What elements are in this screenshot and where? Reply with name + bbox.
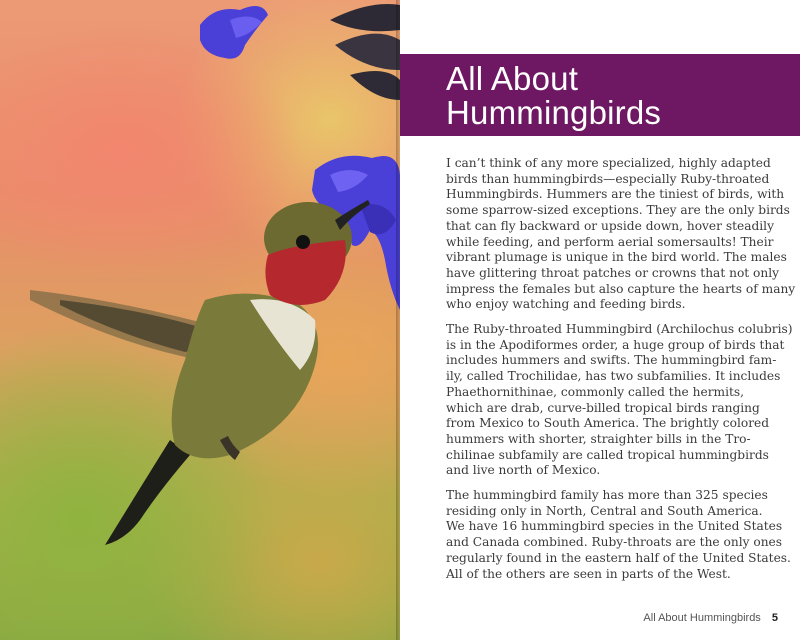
text-line: which are drab, curve-billed tropical birds ranging (446, 400, 760, 415)
text-line: All of the others are seen in parts of the West. (446, 566, 731, 581)
bird-eye (296, 235, 310, 249)
paragraph-2 (446, 322, 793, 479)
text-line: I can’t think of any more specialized, highly adapted (446, 156, 771, 170)
text-line: chilinae subfamily are called tropical hummingbirds (446, 447, 769, 462)
page-footer (643, 612, 778, 624)
text-line: and live north of Mexico. (446, 463, 601, 478)
text-line: hummers with shorter, straighter bills in the Tro- (446, 431, 751, 446)
page-title (446, 62, 661, 130)
text-line: that can fly backward or upside down, hover steadily (446, 218, 774, 233)
text-line: The hummingbird family has more than 325 species (446, 488, 768, 503)
text-line: We have 16 hummingbird species in the United States (446, 519, 783, 534)
running-footer-title: All About Hummingbirds (643, 612, 761, 624)
text-line: who enjoy watching and feeding birds. (446, 297, 686, 312)
text-line: from Mexico to South America. The brightly colored (446, 416, 770, 431)
text-page (400, 0, 800, 640)
paragraph-3 (446, 488, 791, 582)
paragraph-1 (446, 156, 796, 313)
leaves (330, 4, 400, 100)
text-line: have glittering throat patches or crowns that not only (446, 265, 780, 280)
text-line: is in the Apodiformes order, a huge group of birds that (446, 337, 785, 352)
text-line: birds than hummingbirds—especially Ruby-throated (446, 171, 770, 186)
body-text (446, 156, 796, 591)
title-banner (400, 54, 800, 136)
text-line: vibrant plumage is unique in the bird world. The males (446, 250, 787, 265)
text-line: some sparrow-sized exceptions. They are the only birds (446, 203, 790, 218)
text-line: regularly found in the eastern half of the United States. (446, 550, 791, 565)
page-title-line1: All About (446, 60, 579, 97)
text-line: The Ruby-throated Hummingbird (Archilochus colubris) (446, 322, 793, 337)
text-line: ily, called Trochilidae, has two subfamilies. It includes (446, 369, 781, 384)
text-line: while feeding, and perform aerial somersaults! Their (446, 234, 774, 249)
text-line: and Canada combined. Ruby-throats are the only ones (446, 535, 783, 550)
text-line: impress the females but also capture the hearts of many (446, 281, 796, 296)
page-number: 5 (771, 612, 778, 624)
page-title-line2: Hummingbirds (446, 94, 662, 131)
text-line: Phaethornithinae, commonly called the hermits, (446, 384, 745, 399)
text-line: residing only in North, Central and South America. (446, 503, 763, 518)
bird-tail (105, 440, 190, 545)
text-line: includes hummers and swifts. The hummingbird fam- (446, 353, 777, 368)
text-line: Hummingbirds. Hummers are the tiniest of birds, with (446, 187, 785, 202)
